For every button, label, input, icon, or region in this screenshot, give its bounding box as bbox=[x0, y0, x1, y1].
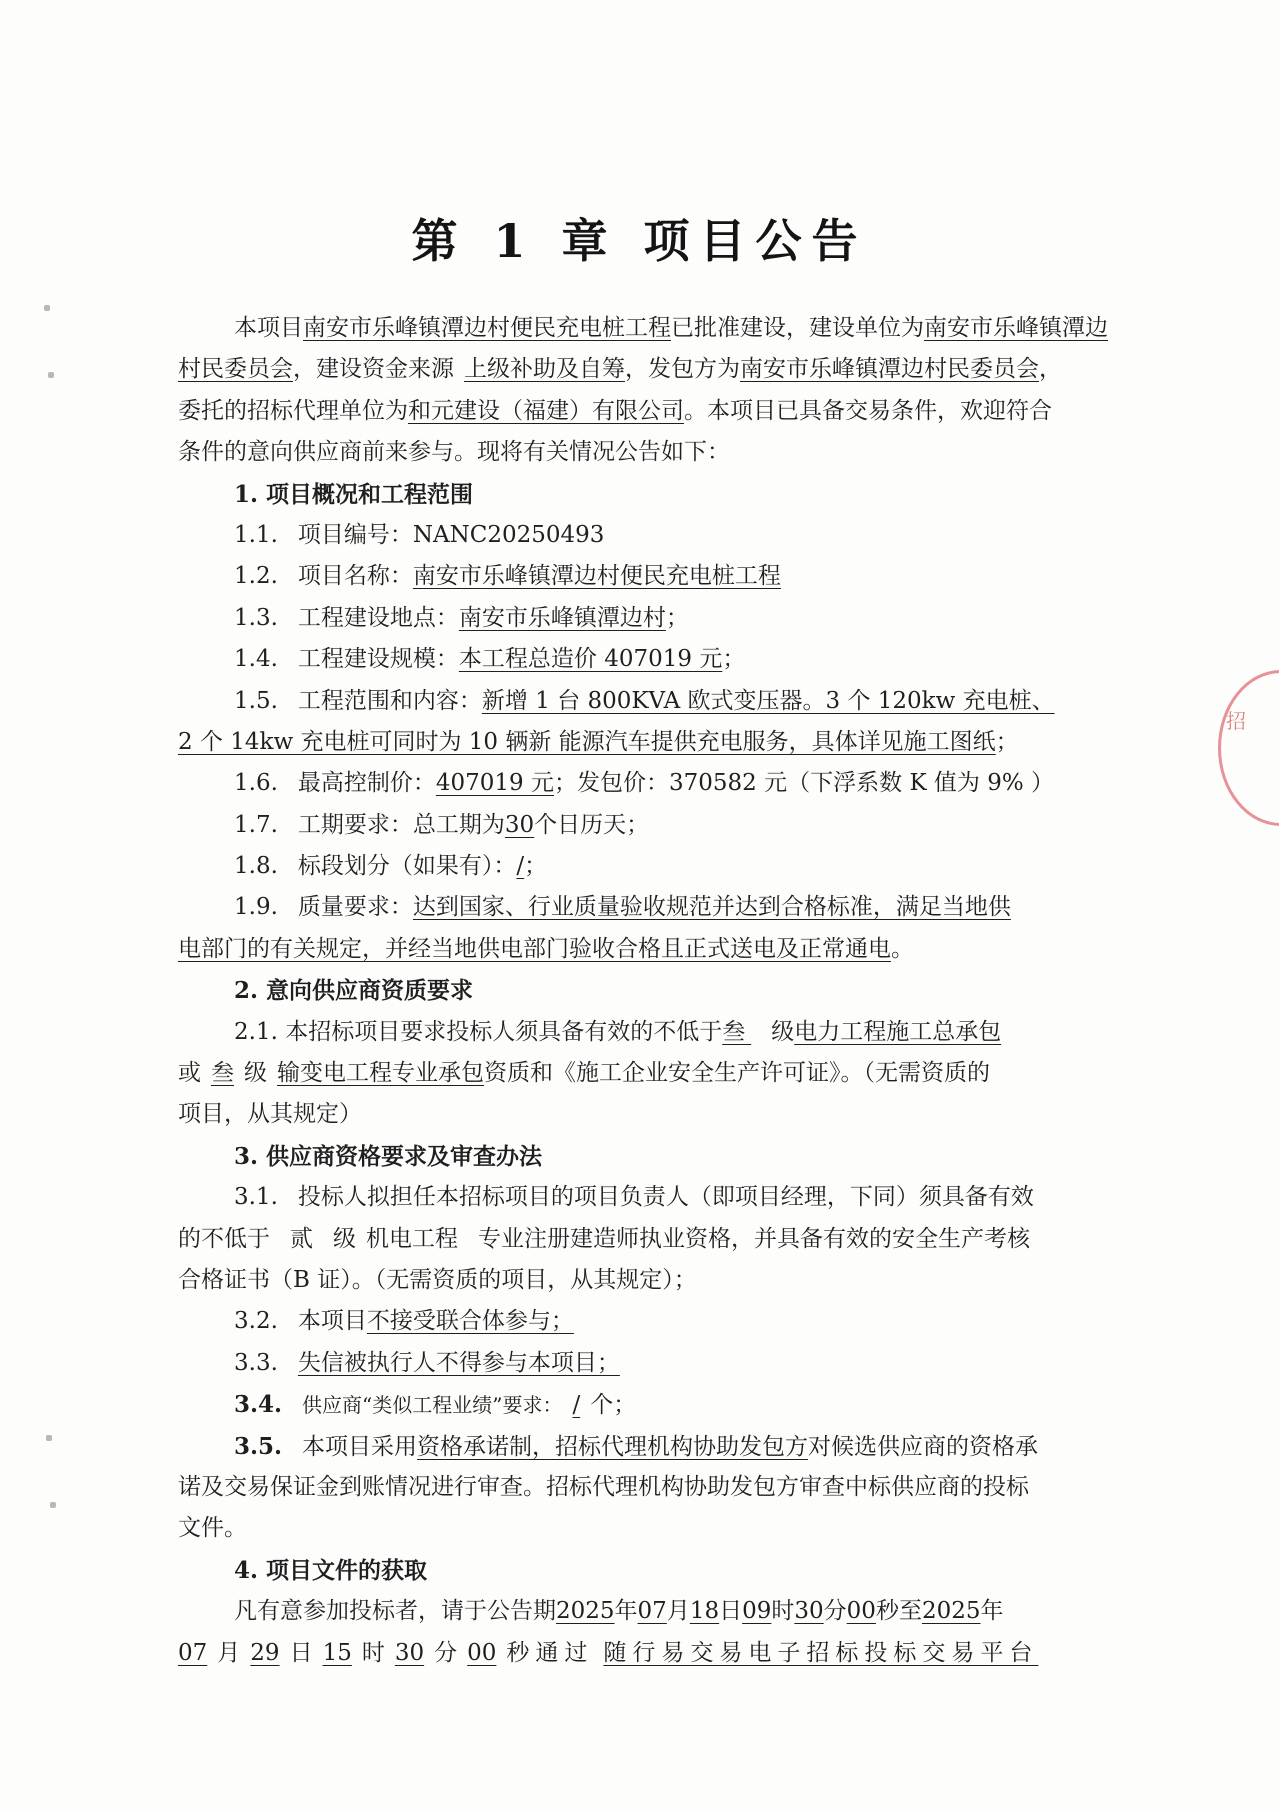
item-1-5-cont: 2 个 14kw 充电桩可同时为 10 辆新 能源汽车提供充电服务，具体详见施工图纸； bbox=[178, 728, 1019, 755]
section-3-heading: 3. 供应商资格要求及审查办法 bbox=[234, 1142, 543, 1170]
item-3-5: 3.5. 本项目采用资格承诺制，招标代理机构协助发包方对候选供应商的资格承 bbox=[234, 1432, 1039, 1460]
section-1-heading: 1. 项目概况和工程范围 bbox=[234, 480, 474, 508]
item-1-2: 1.2. 项目名称：南安市乐峰镇潭边村便民充电桩工程 bbox=[234, 563, 781, 590]
item-2-1: 2.1. 本招标项目要求投标人须具备有效的不低于叁 级电力工程施工总承包 bbox=[234, 1018, 1002, 1045]
item-1-6: 1.6. 最高控制价：407019 元；发包价：370582 元（下浮系数 K 值为 9% ） bbox=[234, 770, 1055, 797]
employer: 南安市乐峰镇潭边村民委员会 bbox=[740, 356, 1039, 383]
scan-mark bbox=[50, 1502, 56, 1508]
seal-stamp bbox=[1218, 670, 1279, 826]
builder: 南安市乐峰镇潭边 bbox=[924, 315, 1108, 341]
item-3-1-end: 合格证书（B 证）。（无需资质的项目，从其规定）； bbox=[178, 1266, 697, 1293]
item-4-line-2: 07 月 29 日 15 时 30 分 00 秒通过 随行易交易电子招标投标交易平台 bbox=[178, 1639, 1039, 1666]
item-3-5-end: 文件。 bbox=[178, 1515, 247, 1542]
item-4-line-1: 凡有意参加投标者，请于公告期2025年07月18日09时30分00秒至2025年 bbox=[234, 1598, 1004, 1625]
item-3-1: 3.1. 投标人拟担任本招标项目的项目负责人（即项目经理，下同）须具备有效 bbox=[234, 1184, 1034, 1211]
item-3-2: 3.2. 本项目不接受联合体参与； bbox=[234, 1308, 574, 1335]
item-1-1: 1.1. 项目编号：NANC20250493 bbox=[234, 521, 605, 548]
item-3-4: 3.4. 供应商“类似工程业绩”要求： / 个； bbox=[234, 1391, 637, 1419]
scan-mark bbox=[48, 372, 54, 378]
section-2-heading: 2. 意向供应商资质要求 bbox=[234, 977, 474, 1005]
announcement-body bbox=[178, 308, 1130, 1674]
item-1-4: 1.4. 工程建设规模：本工程总造价 407019 元； bbox=[234, 646, 746, 673]
agency: 和元建设（福建）有限公司 bbox=[408, 397, 684, 424]
scan-mark bbox=[44, 305, 50, 311]
fund-source: 上级补助及自筹 bbox=[464, 356, 625, 383]
intro-line-2: 村民委员会，建设资金来源 上级补助及自筹，发包方为南安市乐峰镇潭边村民委员会， bbox=[178, 356, 1062, 383]
item-2-1-cont: 或 叁 级 输变电工程专业承包资质和《施工企业安全生产许可证》。（无需资质的 bbox=[178, 1060, 990, 1087]
seal-stamp-text: 招 bbox=[1226, 709, 1246, 733]
intro-line-3: 委托的招标代理单位为和元建设（福建）有限公司。本项目已具备交易条件，欢迎符合 bbox=[178, 397, 1052, 424]
project-name: 南安市乐峰镇潭边村便民充电桩工程 bbox=[303, 315, 671, 341]
item-1-3: 1.3. 工程建设地点：南安市乐峰镇潭边村； bbox=[234, 604, 689, 631]
intro-line-1: 本项目南安市乐峰镇潭边村便民充电桩工程已批准建设，建设单位为南安市乐峰镇潭边 bbox=[234, 315, 1108, 341]
item-1-7: 1.7. 工期要求：总工期为30个日历天； bbox=[234, 811, 650, 838]
item-1-9-cont: 电部门的有关规定，并经当地供电部门验收合格且正式送电及正常通电。 bbox=[178, 935, 914, 962]
intro-line-4: 条件的意向供应商前来参与。现将有关情况公告如下： bbox=[178, 439, 730, 466]
item-1-9: 1.9. 质量要求：达到国家、行业质量验收规范并达到合格标准，满足当地供 bbox=[234, 894, 1011, 921]
item-2-1-end: 项目，从其规定） bbox=[178, 1101, 362, 1128]
section-4-heading: 4. 项目文件的获取 bbox=[234, 1556, 428, 1584]
item-1-5: 1.5. 工程范围和内容：新增 1 台 800KVA 欧式变压器。3 个 120kw 充电桩、 bbox=[234, 687, 1055, 714]
platform-name: 随行易交易电子招标投标交易平台 bbox=[603, 1639, 1039, 1666]
item-3-3: 3.3. 失信被执行人不得参与本项目； bbox=[234, 1349, 620, 1376]
item-3-5-cont: 诺及交易保证金到账情况进行审查。招标代理机构协助发包方审查中标供应商的投标 bbox=[178, 1473, 1029, 1500]
item-3-1-cont: 的不低于 贰 级 机电工程 专业注册建造师执业资格，并具备有效的安全生产考核 bbox=[178, 1225, 1030, 1252]
scan-mark bbox=[46, 1435, 52, 1441]
item-1-8: 1.8. 标段划分（如果有）：/； bbox=[234, 853, 548, 880]
page-title: 第 1 章 项目公告 bbox=[411, 214, 868, 268]
